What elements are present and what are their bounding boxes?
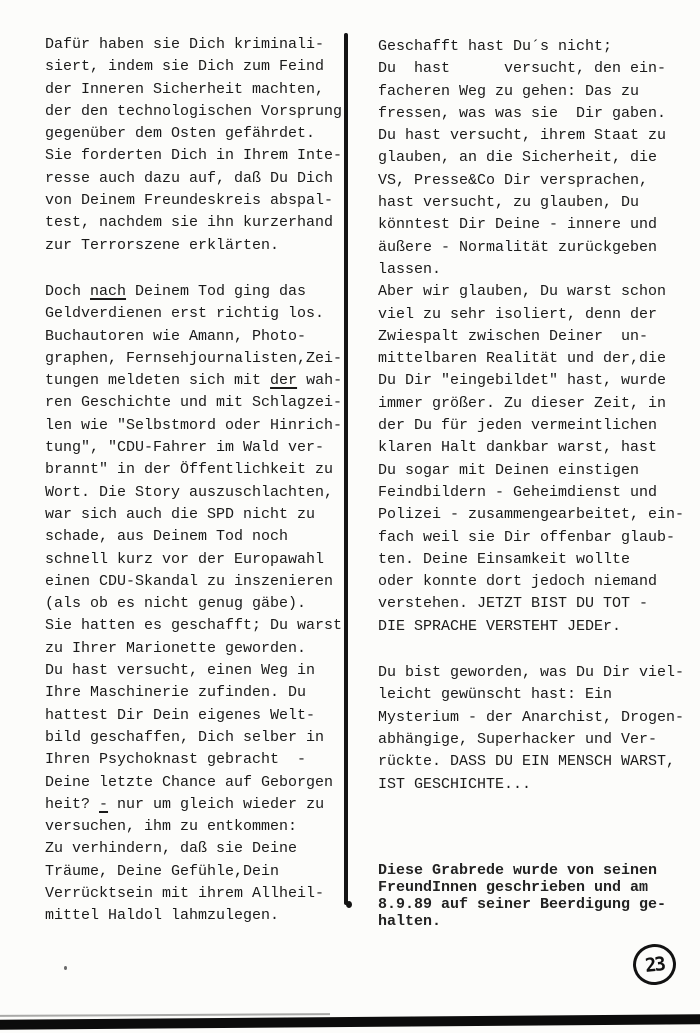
ink-dot [64, 966, 67, 970]
text-line: tungen meldeten sich mit der wah- [45, 372, 343, 390]
text-line: rückte. DASS DU EIN MENSCH WARST, [378, 753, 676, 771]
text-line: der Inneren Sicherheit machten, [45, 80, 325, 98]
text-line: fach weil sie Dir offenbar glaub- [378, 528, 676, 546]
text-line: Dafür haben sie Dich kriminali- [45, 36, 325, 53]
text-line: versuchen, ihm zu entkommen: [45, 818, 298, 836]
text-line: hattest Dir Dein eigenes Welt- [45, 706, 316, 724]
paragraph-not-achieved [378, 36, 690, 281]
text-line: Sie hatten es geschafft; Du warst [45, 617, 343, 635]
text-line: Mysterium - der Anarchist, Drogen- [378, 708, 685, 726]
text-line: ten. Deine Einsamkeit wollte [378, 550, 631, 568]
text-line: IST GESCHICHTE... [378, 775, 532, 793]
text-line: facheren Weg zu gehen: Das zu [378, 82, 640, 100]
text-line: immer größer. Zu dieser Zeit, in [378, 394, 667, 412]
text-line: lassen. [378, 260, 442, 278]
text-line: leicht gewünscht hast: Ein [378, 686, 613, 704]
text-line: zur Terrorszene erklärten. [45, 236, 280, 254]
text-line: Diese Grabrede wurde von seinen [378, 861, 658, 879]
text-line: 8.9.89 auf seiner Beerdigung ge- [378, 895, 667, 913]
text-line: Deine letzte Chance auf Geborgen [45, 773, 334, 791]
text-line: graphen, Fernsehjournalisten,Zei- [45, 349, 343, 367]
text-line: mittelbaren Realität und der,die [378, 350, 667, 368]
text-line: Feindbildern - Geheimdienst und [378, 483, 658, 501]
text-line: Wort. Die Story auszuschlachten, [45, 483, 334, 501]
text-line: Du hast versucht, ihrem Staat zu [378, 127, 667, 145]
text-line: äußere - Normalität zurückgeben [378, 238, 658, 256]
text-line: zu Ihrer Marionette geworden. [45, 639, 307, 657]
page-number-badge [631, 942, 678, 987]
text-line: Zwiespalt zwischen Deiner un- [378, 327, 649, 345]
text-line: Ihre Maschinerie zufinden. Du [45, 684, 307, 702]
text-line: len wie "Selbstmord oder Hinrich- [45, 416, 343, 434]
text-line: siert, indem sie Dich zum Feind [45, 58, 325, 76]
text-line: könntest Dir Deine - innere und [378, 216, 658, 234]
text-line: schnell kurz vor der Europawahl [45, 550, 325, 568]
divider-end-dot [346, 901, 352, 908]
text-line: gegenüber dem Osten gefährdet. [45, 125, 316, 143]
text-line: VS, Presse&Co Dir versprachen, [378, 171, 649, 189]
text-line: ren Geschichte und mit Schlagzei- [45, 394, 343, 412]
text-line: halten. [378, 912, 442, 930]
text-line: Geschafft hast Du´s nicht; [378, 38, 613, 55]
bottom-scan-edge [0, 1014, 700, 1030]
text-line: brannt" in der Öffentlichkeit zu [45, 461, 334, 479]
paragraph-after-death [45, 281, 347, 928]
text-line: oder konnte dort jedoch niemand [378, 573, 658, 591]
text-line: Du hast versucht, einen Weg in [45, 662, 316, 680]
text-line: abhängige, Superhacker und Ver- [378, 730, 658, 748]
text-line: schade, aus Deinem Tod noch [45, 528, 289, 546]
text-line: fressen, was was sie Dir gaben. [378, 104, 667, 122]
text-line: verstehen. JETZT BIST DU TOT - [378, 595, 649, 613]
text-line: Träume, Deine Gefühle,Dein [45, 862, 280, 880]
page-number: 23 [643, 952, 666, 977]
text-line: einen CDU-Skandal zu inszenieren [45, 572, 334, 590]
text-line: Doch nach Deinem Tod ging das [45, 282, 307, 300]
text-line: der Du für jeden vermeintlichen [378, 417, 658, 435]
text-line: war sich auch die SPD nicht zu [45, 505, 316, 523]
text-line: test, nachdem sie ihn kurzerhand [45, 214, 334, 232]
paragraph-mysterium [378, 662, 690, 796]
text-line: Sie forderten Dich in Ihrem Inte- [45, 147, 343, 165]
text-line: heit? - nur um gleich wieder zu [45, 795, 325, 813]
text-line: Verrücktsein mit ihrem Allheil- [45, 884, 325, 902]
text-line: von Deinem Freundeskreis abspal- [45, 192, 334, 210]
text-line: glauben, an die Sicherheit, die [378, 149, 658, 167]
text-line: der den technologischen Vorsprung [45, 102, 343, 120]
text-line: Du bist geworden, was Du Dir viel- [378, 664, 685, 682]
text-line: viel zu sehr isoliert, denn der [378, 305, 658, 323]
text-line: Polizei - zusammengearbeitet, ein- [378, 506, 685, 524]
footnote [378, 862, 690, 930]
text-line: Geldverdienen erst richtig los. [45, 305, 325, 323]
text-line: FreundInnen geschrieben und am [378, 878, 649, 896]
text-line: mittel Haldol lahmzulegen. [45, 907, 280, 925]
text-line: Buchautoren wie Amann, Photo- [45, 327, 307, 345]
scan-edge-faint-line [0, 1013, 330, 1017]
text-line: Du hast versucht, den ein- [378, 60, 667, 78]
text-line: Ihren Psychoknast gebracht - [45, 751, 307, 769]
paragraph-criminalization [45, 34, 347, 257]
text-line: bild geschaffen, Dich selber in [45, 728, 325, 746]
text-line: Du Dir "eingebildet" hast, wurde [378, 372, 667, 390]
text-line: DIE SPRACHE VERSTEHT JEDEr. [378, 617, 622, 635]
text-line: Du sogar mit Deinen einstigen [378, 461, 640, 479]
right-column [378, 36, 690, 930]
text-line: (als ob es nicht genug gäbe). [45, 595, 307, 613]
text-line: Aber wir glauben, Du warst schon [378, 283, 667, 301]
text-line: Zu verhindern, daß sie Deine [45, 840, 298, 858]
text-line: klaren Halt dankbar warst, hast [378, 439, 658, 457]
text-line: tung", "CDU-Fahrer im Wald ver- [45, 439, 325, 457]
left-column [45, 34, 347, 928]
column-divider [344, 33, 348, 905]
text-line: hast versucht, zu glauben, Du [378, 194, 640, 212]
text-line: resse auch dazu auf, daß Du Dich [45, 169, 334, 187]
paragraph-isolation [378, 281, 690, 638]
